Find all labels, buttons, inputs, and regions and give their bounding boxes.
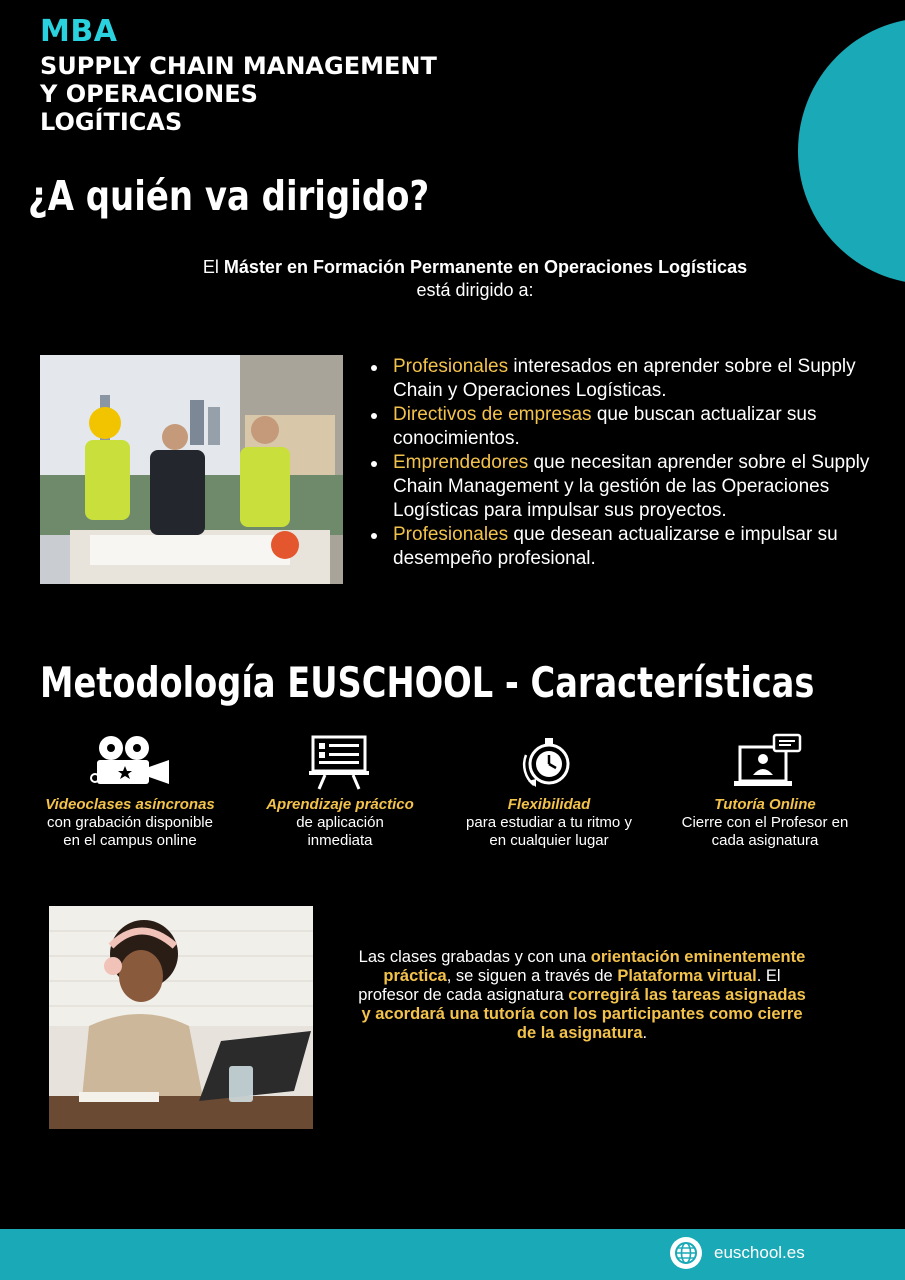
feature-desc: para estudiar a tu ritmo y <box>466 814 632 831</box>
website-text[interactable]: euschool.es <box>714 1243 805 1262</box>
feature-desc: Cierre con el Profesor en <box>681 814 849 831</box>
audience-item <box>368 355 888 403</box>
methodology-heading: Metodología EUSCHOOL - Características <box>40 658 815 707</box>
feature-desc: en el campus online <box>63 832 197 849</box>
program-title-line: LOGÍTICAS <box>40 108 183 136</box>
feature-videoclasses <box>32 733 228 850</box>
audience-item-text: interesados en aprender sobre el Supply Chain y Operaciones Logísticas. <box>393 356 856 401</box>
audience-item-text: que necesitan aprender sobre el Supply Chain Management y la gestión de las Operaciones Logísticas para impulsar sus proyectos. <box>393 452 870 521</box>
student-laptop-photo <box>49 906 313 1129</box>
program-title-line: Y OPERACIONES <box>40 80 258 108</box>
feature-desc: cada asignatura <box>711 832 819 849</box>
feature-desc: en cualquier lugar <box>489 832 609 849</box>
audience-item-highlight: Profesionales <box>393 356 509 377</box>
audience-item <box>368 403 888 451</box>
audience-intro <box>150 256 800 302</box>
feature-practical <box>242 733 438 850</box>
audience-list <box>368 355 888 571</box>
globe-icon <box>670 1237 702 1269</box>
intro-suffix: está dirigido a: <box>416 280 534 300</box>
clock-icon <box>506 733 592 791</box>
audience-item <box>368 523 888 571</box>
intro-program-name: Máster en Formación Permanente en Operaciones Logísticas <box>223 257 748 277</box>
website-link[interactable] <box>670 1237 805 1269</box>
online-tutor-icon <box>722 733 808 791</box>
decorative-teal-circle <box>798 18 905 284</box>
desc-text: . <box>642 1024 648 1042</box>
feature-title: Aprendizaje práctico <box>266 796 414 813</box>
feature-flexibility <box>451 733 647 850</box>
audience-item-highlight: Emprendedores <box>393 452 529 473</box>
desc-text: Las clases grabadas y con una <box>358 948 587 966</box>
desc-highlight: orientación eminentemente práctica <box>383 948 806 985</box>
feature-desc: con grabación disponible <box>47 814 213 831</box>
feature-title: Flexibilidad <box>507 796 591 813</box>
film-camera-icon <box>87 733 173 791</box>
program-title-line: SUPPLY CHAIN MANAGEMENT <box>40 52 437 80</box>
desc-text: . El profesor de cada asignatura <box>358 967 781 1004</box>
audience-item-text: que buscan actualizar sus conocimientos. <box>393 404 817 449</box>
whiteboard-icon <box>297 733 383 791</box>
desc-text: , se siguen a través de <box>446 967 613 985</box>
construction-team-photo <box>40 355 343 584</box>
desc-highlight: Plataforma virtual <box>617 967 757 985</box>
desc-highlight: corregirá las tareas asignadas y acordará una tutoría con los participantes como cierre de la asignatura <box>361 986 806 1042</box>
audience-heading: ¿A quién va dirigido? <box>28 172 430 220</box>
methodology-description <box>352 948 812 1043</box>
feature-title: Tutoría Online <box>714 796 816 813</box>
audience-item-highlight: Profesionales <box>393 524 509 545</box>
feature-desc: de aplicación <box>296 814 384 831</box>
audience-item-highlight: Directivos de empresas <box>393 404 592 425</box>
audience-item-text: que desean actualizarse e impulsar su desempeño profesional. <box>393 524 838 569</box>
intro-prefix: El <box>202 257 219 277</box>
footer-bar <box>0 1229 905 1280</box>
audience-item <box>368 451 888 523</box>
feature-desc: inmediata <box>307 832 373 849</box>
feature-title: Videoclases asíncronas <box>45 796 215 813</box>
program-title <box>40 52 437 136</box>
mba-label: MBA <box>40 14 118 49</box>
feature-online-tutoring <box>667 733 863 850</box>
